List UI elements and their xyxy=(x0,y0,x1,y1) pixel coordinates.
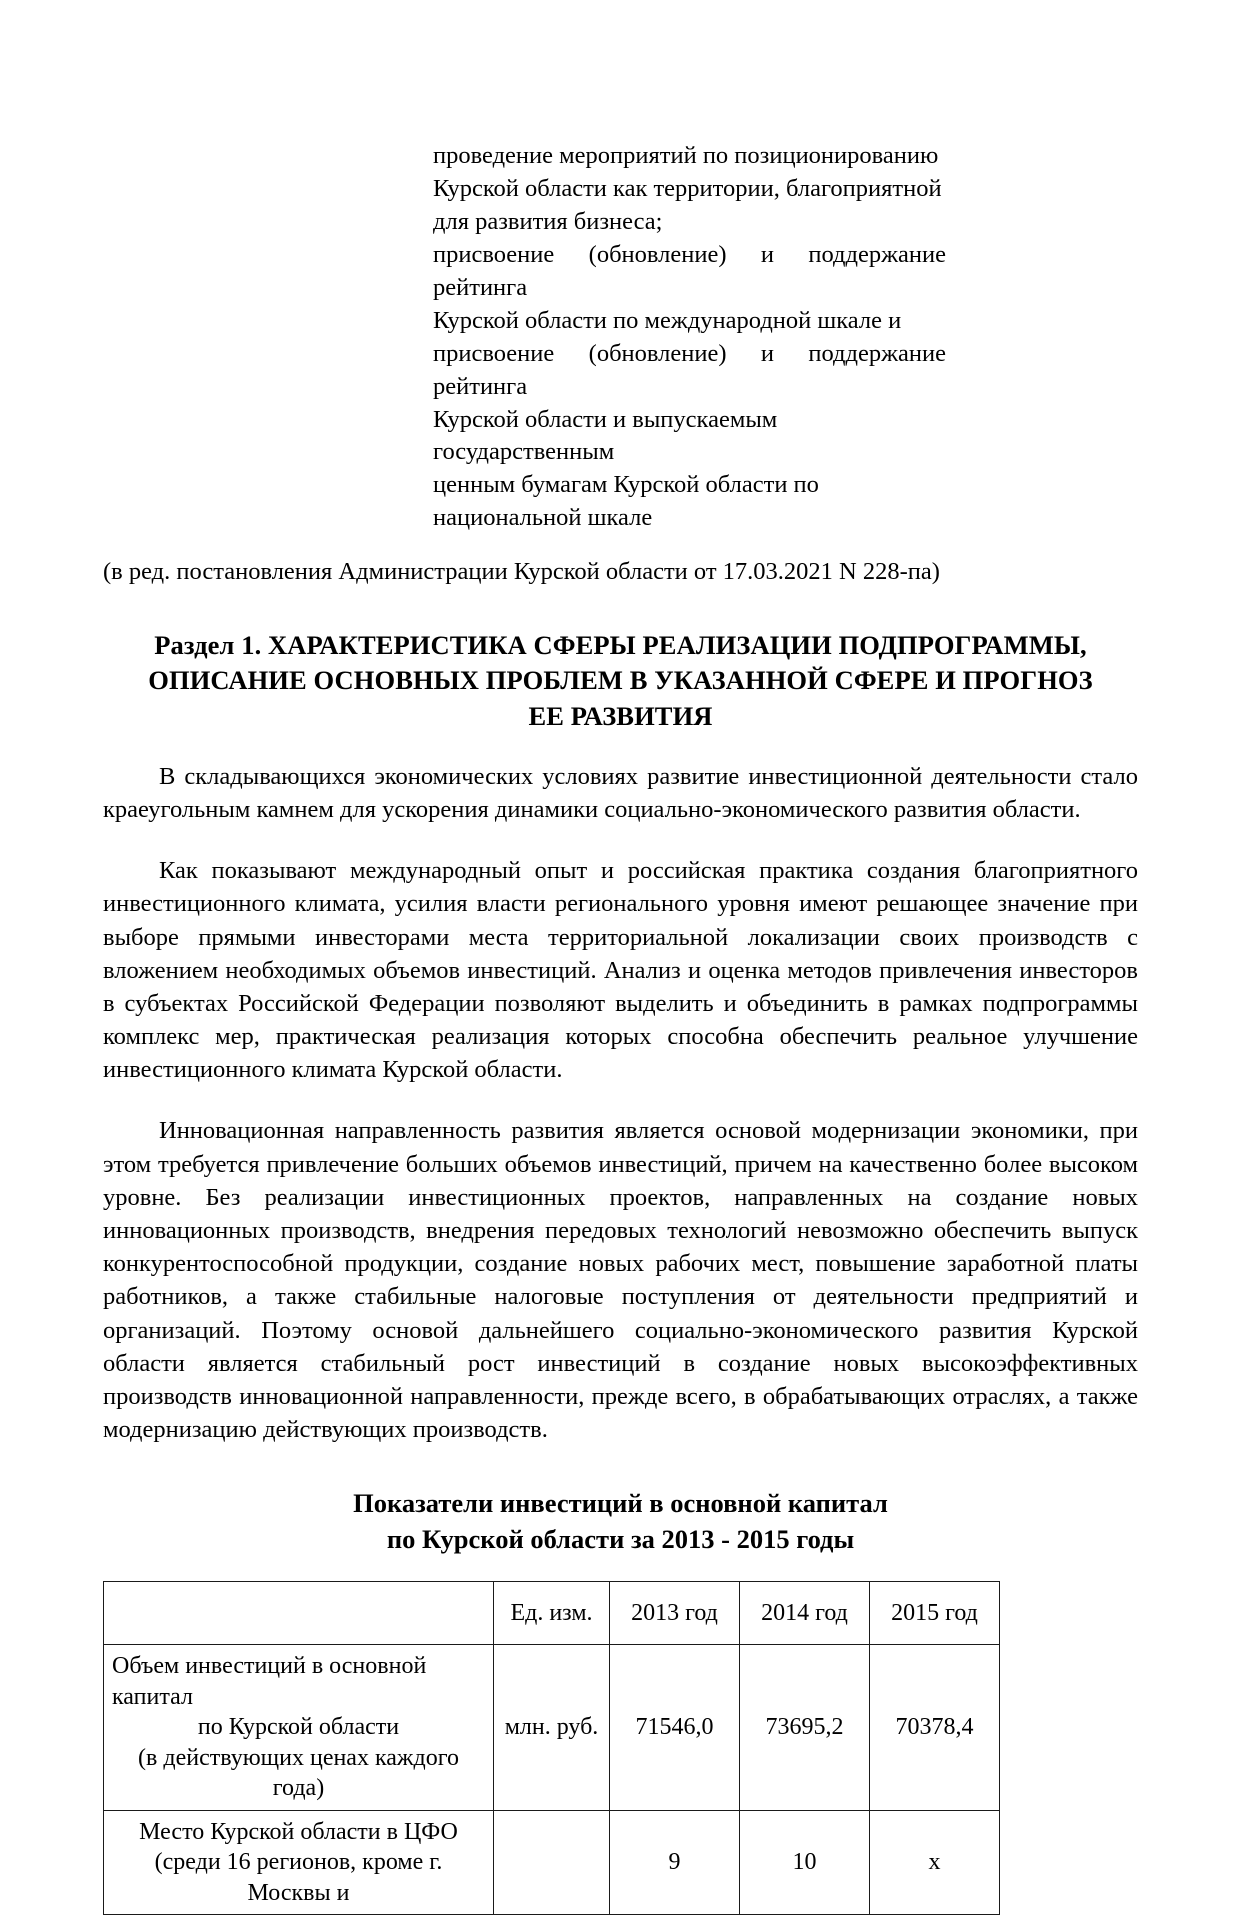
section-heading xyxy=(103,628,1138,734)
quote-line: Курской области по международной шкале и xyxy=(433,306,902,334)
table-title xyxy=(103,1486,1138,1557)
quote-block xyxy=(433,140,946,535)
table-row-label-line-2: по Курской области xyxy=(197,1714,400,1741)
table-cell-2013: 71546,0 xyxy=(610,1645,740,1810)
investment-indicators-table xyxy=(103,1581,1000,1915)
quote-line: Курской области как территории, благоприятной xyxy=(433,174,942,202)
table-row-label-line-3: (в действующих ценах каждого года) xyxy=(138,1744,459,1802)
section-heading-line-1: Раздел 1. ХАРАКТЕРИСТИКА СФЕРЫ РЕАЛИЗАЦИИ ПОДПРОГРАММЫ, xyxy=(154,630,1087,661)
table-header-unit: Ед. изм. xyxy=(494,1582,610,1645)
quote-line: проведение мероприятий по позиционированию xyxy=(433,142,939,169)
table-cell-unit xyxy=(494,1810,610,1914)
editorial-revision-note: (в ред. постановления Администрации Курской области от 17.03.2021 N 228-па) xyxy=(103,558,940,586)
table-row-label-line-1: Объем инвестиций в основной капитал xyxy=(112,1653,427,1710)
table-header-blank xyxy=(104,1582,494,1645)
table-row-label-line-2: (среди 16 регионов, кроме г. Москвы и xyxy=(154,1849,443,1906)
table-header-row xyxy=(104,1582,1000,1645)
body-paragraph-3: Инновационная направленность развития является основой модернизации экономики, при этом требуется привлечение больших объемов инвестиций, причем на качественно более высоком уровне. Без реализации инвестиционных проектов, направленных на создание новых инновационных производств, внедрения передовых технологий невозможно обеспечить выпуск конкурентоспособной продукции, создание новых рабочих мест, повышение заработной платы работников, а также стабильные налоговые поступления от деятельности предприятий и организаций. Поэтому основой дальнейшего социально-экономического развития Курской области является стабильный рост инвестиций в создание новых высокоэффективных производств инновационной направленности, прежде всего, в обрабатывающих отраслях, а также модернизацию действующих производств. xyxy=(103,1117,1138,1444)
body-paragraph-2: Как показывают международный опыт и российская практика создания благоприятного инвестиционного климата, усилия власти регионального уровня имеют решающее значение при выборе прямыми инвесторами места территориальной локализации своих производств с вложением необходимых объемов инвестиций. Анализ и оценка методов привлечения инвесторов в субъектах Российской Федерации позволяют выделить и объединить в рамках подпрограммы комплекс мер, практическая реализация которых способна обеспечить реальное улучшение инвестиционного климата Курской области. xyxy=(103,857,1138,1084)
table-title-line-2: по Курской области за 2013 - 2015 годы xyxy=(386,1523,855,1554)
table-row-label xyxy=(104,1645,494,1810)
quote-line: ценным бумагам Курской области по xyxy=(433,471,819,499)
table-row xyxy=(104,1810,1000,1914)
table-row-label xyxy=(104,1810,494,1914)
table-row-label-line-1: Место Курской области в ЦФО xyxy=(139,1818,458,1845)
quote-line: Курской области и выпускаемым государственным xyxy=(433,405,778,466)
table-header-2015: 2015 год xyxy=(870,1582,1000,1645)
table-cell-2014: 73695,2 xyxy=(740,1645,870,1810)
table-header-2014: 2014 год xyxy=(740,1582,870,1645)
table-title-line-1: Показатели инвестиций в основной капитал xyxy=(353,1488,888,1519)
table-header-2013: 2013 год xyxy=(610,1582,740,1645)
table-cell-2014: 10 xyxy=(740,1810,870,1914)
quote-line: присвоение (обновление) и поддержание рейтинга xyxy=(433,339,946,400)
page-content xyxy=(103,140,1138,1915)
section-heading-line-3: ЕЕ РАЗВИТИЯ xyxy=(528,700,713,731)
body-paragraph-1: В складывающихся экономических условиях развитие инвестиционной деятельности стало краеугольным камнем для ускорения динамики социально-экономического развития области. xyxy=(103,762,1138,823)
quote-line: для развития бизнеса; xyxy=(433,207,663,235)
quote-line: национальной шкале xyxy=(433,504,653,532)
quote-line: присвоение (обновление) и поддержание рейтинга xyxy=(433,240,946,301)
table-container xyxy=(103,1581,1138,1915)
table-cell-2015: x xyxy=(870,1810,1000,1914)
section-heading-line-2: ОПИСАНИЕ ОСНОВНЫХ ПРОБЛЕМ В УКАЗАННОЙ СФЕРЕ И ПРОГНОЗ xyxy=(148,665,1093,696)
table-cell-2015: 70378,4 xyxy=(870,1645,1000,1810)
table-row xyxy=(104,1645,1000,1810)
table-cell-unit: млн. руб. xyxy=(494,1645,610,1810)
table-cell-2013: 9 xyxy=(610,1810,740,1914)
